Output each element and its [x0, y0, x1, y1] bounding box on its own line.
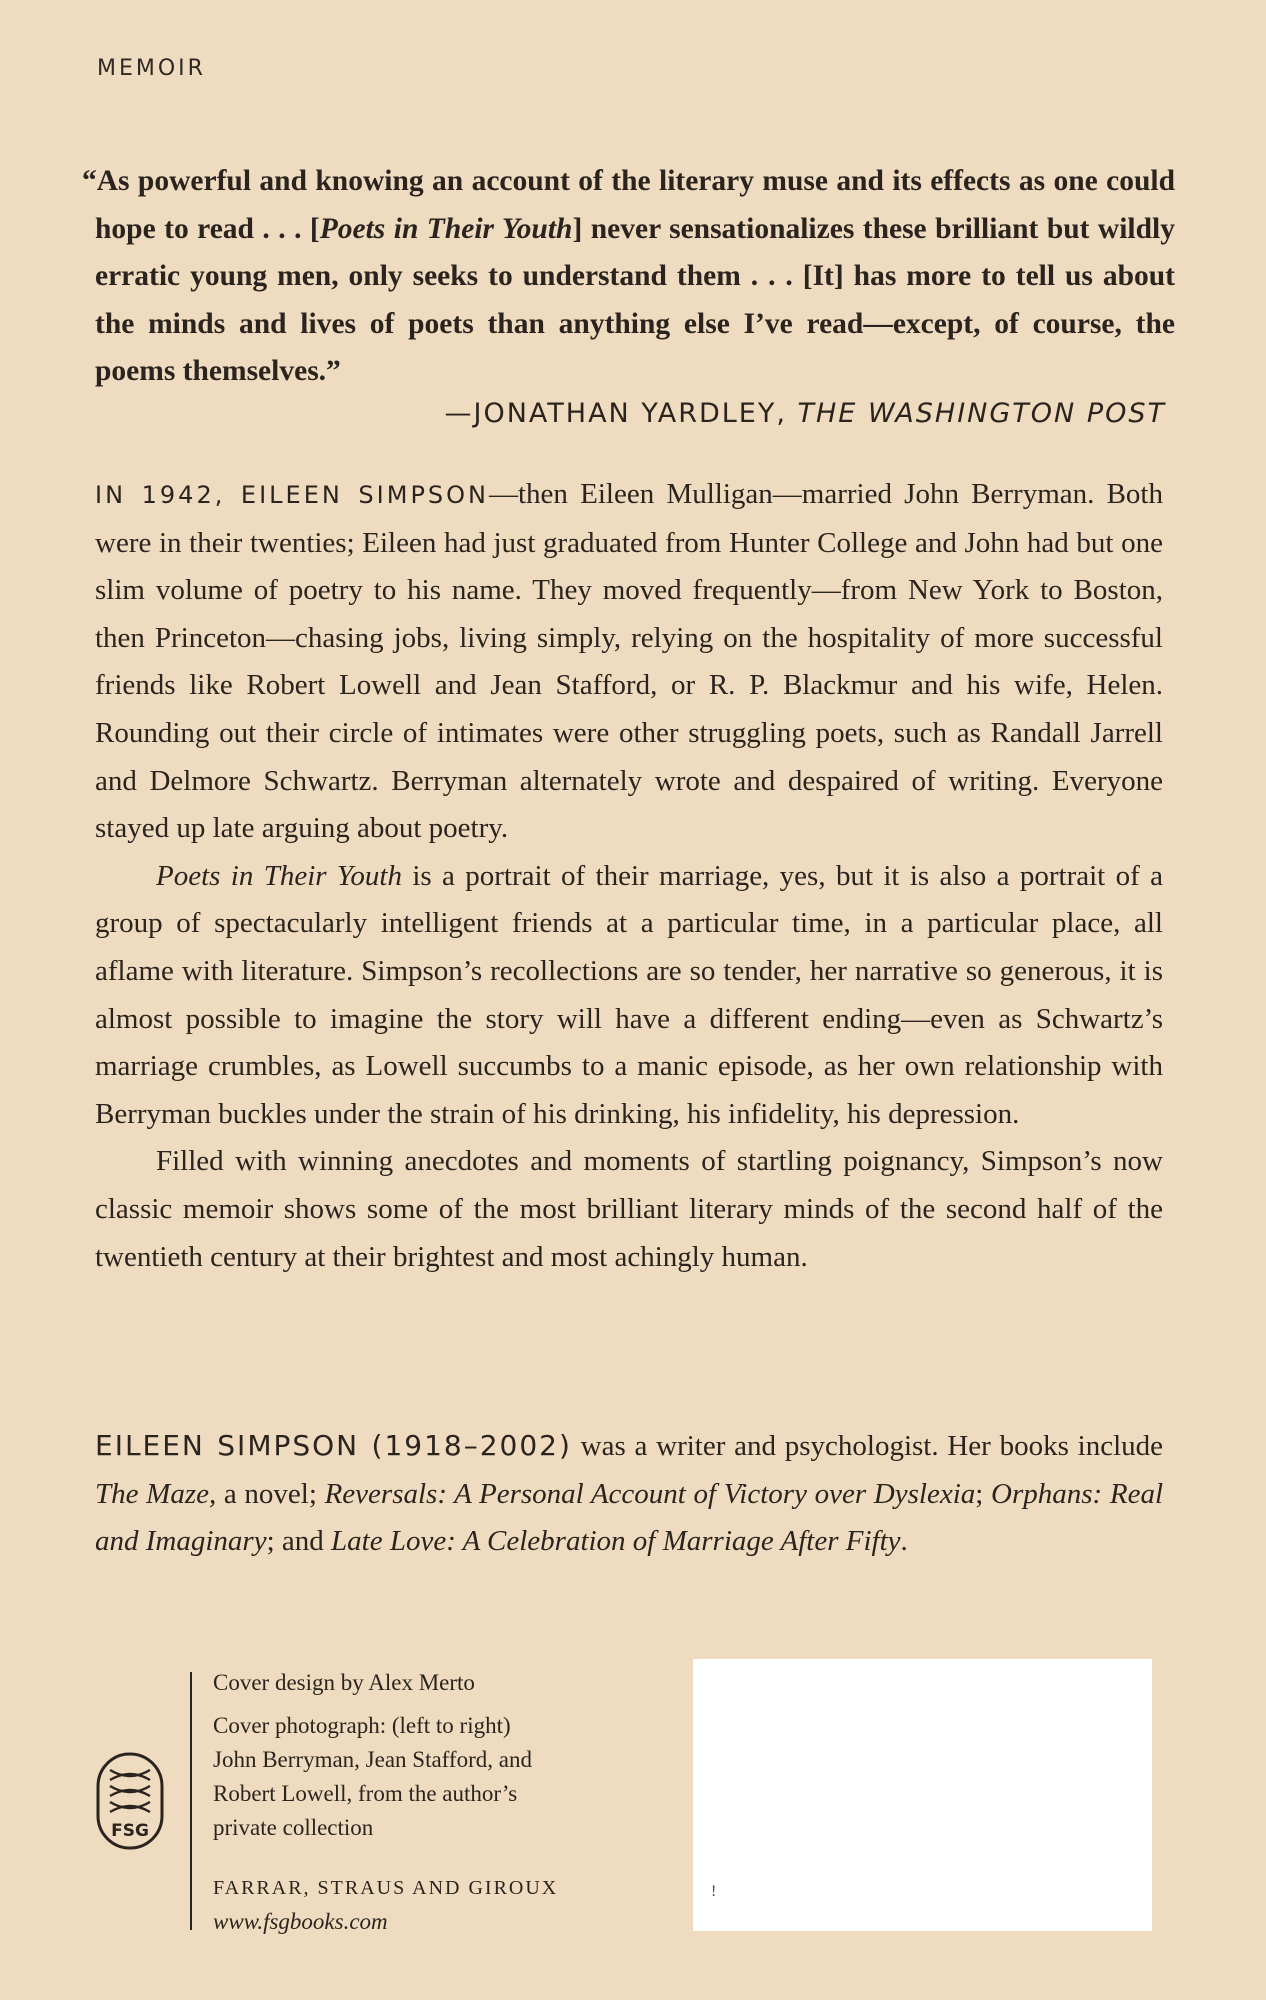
quote-book-title: Poets in Their Youth	[319, 212, 573, 245]
book-description	[95, 471, 1163, 1281]
description-text-1: —then Eileen Mulligan—married John Berryman. Both were in their twenties; Eileen had just graduated from Hunter College and John had but one slim volume of poetry to his name. They moved frequently—from New York to Boston, then Princeton—chasing jobs, living simply, relying on the hospitality of more successful friends like Robert Lowell and Jean Stafford, or R. P. Blackmur and his wife, Helen. Rounding out their circle of intimates were other struggling poets, such as Randall Jarrell and Delmore Schwartz. Berryman alternately wrote and despaired of writing. Everyone stayed up late arguing about poetry.	[95, 478, 1163, 845]
bio-book-title: Reversals: A Personal Account of Victory over Dyslexia	[324, 1477, 976, 1510]
barcode-area	[693, 1659, 1152, 1931]
quote-attribution	[445, 398, 1167, 429]
bio-book-title: Orphans: Real and Imaginary	[95, 1477, 1163, 1558]
credits-divider	[190, 1672, 192, 1930]
bio-book-title: The Maze,	[95, 1477, 217, 1510]
description-paragraph-2	[95, 853, 1163, 1139]
fsg-logo-icon	[96, 1752, 164, 1850]
photo-credit-line: private collection	[213, 1815, 374, 1840]
cover-design-credit: Cover design by Alex Merto	[213, 1670, 475, 1695]
category-label: MEMOIR	[97, 56, 206, 81]
bio-text: was a writer and psychologist. Her books include	[571, 1430, 1163, 1462]
photo-credit-line: John Berryman, Jean Stafford, and	[213, 1747, 532, 1772]
author-bio	[95, 1422, 1163, 1566]
bio-text: .	[900, 1525, 908, 1558]
attribution-source: THE WASHINGTON POST	[797, 398, 1166, 429]
attribution-name: —JONATHAN YARDLEY,	[444, 398, 798, 429]
description-book-title: Poets in Their Youth	[156, 859, 402, 892]
publisher-name: FARRAR, STRAUS AND GIROUX	[213, 1877, 559, 1899]
cover-credits	[213, 1666, 693, 1939]
publisher-website: www.fsgbooks.com	[213, 1909, 388, 1934]
description-lead: IN 1942, EILEEN SIMPSON	[95, 481, 489, 509]
description-text-2: is a portrait of their marriage, yes, but it is also a portrait of a group of spectacularly intelligent friends at a particular time, in a particular place, all aflame with literature. Simpson’s recollections are so tender, her narrative so generous, it is almost possible to imagine the story will have a different ending—even as Schwartz’s marriage crumbles, as Lowell succumbs to a manic episode, as her own relationship with Berryman buckles under the strain of his drinking, his infidelity, his depression.	[95, 859, 1163, 1130]
review-quote	[82, 158, 1175, 396]
bio-text: ;	[975, 1477, 992, 1510]
barcode-mark: !	[711, 1883, 717, 1900]
bio-book-title: Late Love: A Celebration of Marriage After Fifty	[331, 1525, 901, 1558]
logo-text: FSG	[111, 1821, 149, 1841]
photo-credit-line: Robert Lowell, from the author’s	[213, 1781, 518, 1806]
author-name: EILEEN SIMPSON (1918–2002)	[95, 1429, 572, 1462]
description-paragraph-1	[95, 471, 1163, 853]
quote-part-2: ] never sensationalizes these brilliant but wildly erratic young men, only seeks to understand them . . . [It] has more to tell us about the minds and lives of poets than anything else I’ve read—except, of course, the poems themselves.”	[95, 212, 1175, 387]
photo-credit-line: Cover photograph: (left to right)	[213, 1713, 511, 1738]
quote-part-1: “As powerful and knowing an account of the literary muse and its effects as one could hope to read . . . [	[82, 165, 1175, 245]
bio-text: ; and	[266, 1525, 332, 1558]
bio-text: a novel;	[216, 1477, 325, 1510]
description-paragraph-3: Filled with winning anecdotes and moments of startling poignancy, Simpson’s now classic memoir shows some of the most brilliant literary minds of the second half of the twentieth century at their brightest and most achingly human.	[95, 1145, 1163, 1273]
